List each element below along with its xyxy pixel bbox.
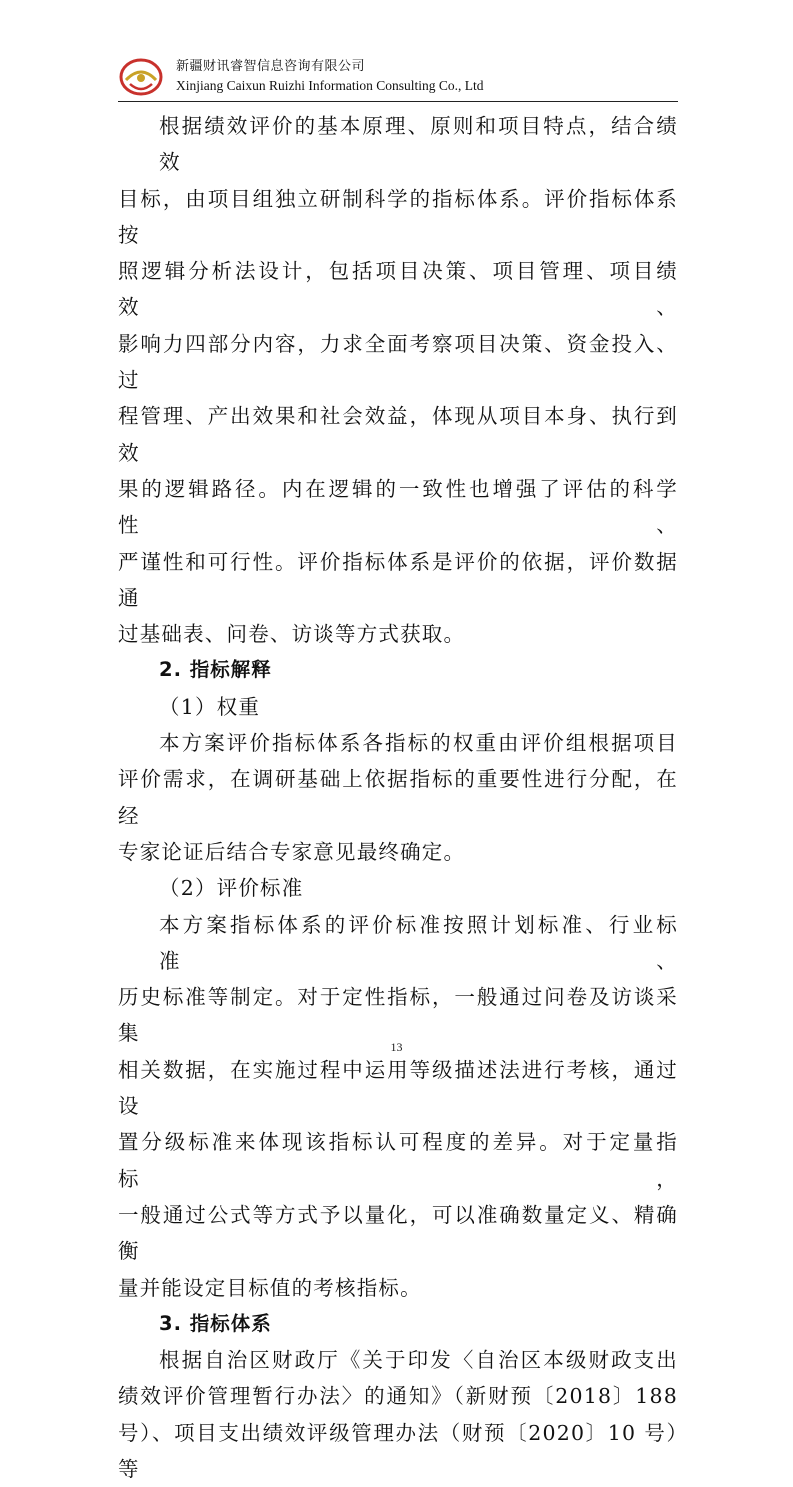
text-line: 目标，由项目组独立研制科学的指标体系。评价指标体系按: [118, 186, 678, 247]
header-divider: [118, 101, 678, 102]
text-line: 影响力四部分内容，力求全面考察项目决策、资金投入、过: [118, 331, 678, 393]
text-line: 专家论证后结合专家意见最终确定。: [118, 839, 466, 864]
text-line: 历史标准等制定。对于定性指标，一般通过问卷及访谈采集: [118, 985, 678, 1046]
text-line: 量并能设定目标值的考核指标。: [118, 1275, 422, 1300]
text-line: 绩效评价管理暂行办法〉的通知》（新财预〔2018〕188: [118, 1384, 678, 1409]
text-line: 程管理、产出效果和社会效益，体现从项目本身、执行到效: [118, 404, 678, 465]
text-line: 严谨性和可行性。评价指标体系是评价的依据，评价数据通: [118, 549, 678, 610]
text-line: 照逻辑分析法设计，包括项目决策、项目管理、项目绩效、: [118, 259, 678, 320]
text-line: 果的逻辑路径。内在逻辑的一致性也增强了评估的科学性、: [118, 476, 678, 538]
company-name-cn: 新疆财讯睿智信息咨询有限公司: [176, 59, 366, 74]
text-line: 号）、项目支出绩效评级管理办法（财预〔2020〕10 号）等: [118, 1420, 678, 1481]
text-line: 相关数据，在实施过程中运用等级描述法进行考核，通过设: [118, 1057, 678, 1119]
text-line: 置分级标准来体现该指标认可程度的差异。对于定量指标，: [118, 1130, 678, 1191]
text-line: 一般通过公式等方式予以量化，可以准确数量定义、精确衡: [118, 1202, 678, 1264]
paragraph-indicator-system: [118, 1342, 678, 1487]
text-line: 过基础表、问卷、访谈等方式获取。: [118, 622, 466, 647]
subheading-evaluation-standard: （2）评价标准: [159, 876, 304, 901]
company-name-en: Xinjiang Caixun Ruizhi Information Consulting Co., Ltd: [176, 78, 484, 93]
page-header: [118, 54, 678, 104]
paragraph-evaluation-standard: [118, 907, 678, 1306]
company-name: [176, 58, 483, 96]
text-line: 根据自治区财政厅《关于印发〈自治区本级财政支出: [159, 1348, 678, 1373]
text-line: 本方案指标体系的评价标准按照计划标准、行业标准、: [159, 912, 678, 973]
text-line: 根据绩效评价的基本原理、原则和项目特点，结合绩效: [159, 114, 678, 175]
page-number: 13: [390, 1040, 403, 1054]
section-heading-indicator-system: 3. 指标体系: [159, 1311, 272, 1335]
paragraph-weight: [118, 725, 678, 870]
company-logo-icon: [118, 56, 164, 98]
text-line: 评价需求，在调研基础上依据指标的重要性进行分配，在经: [118, 767, 678, 828]
paragraph-evaluation-principles: [118, 108, 678, 652]
page-content: [118, 108, 678, 1487]
section-heading-indicator-explanation: 2. 指标解释: [159, 658, 272, 682]
subheading-weight: （1）权重: [159, 694, 261, 719]
text-line: 本方案评价指标体系各指标的权重由评价组根据项目: [159, 731, 678, 756]
